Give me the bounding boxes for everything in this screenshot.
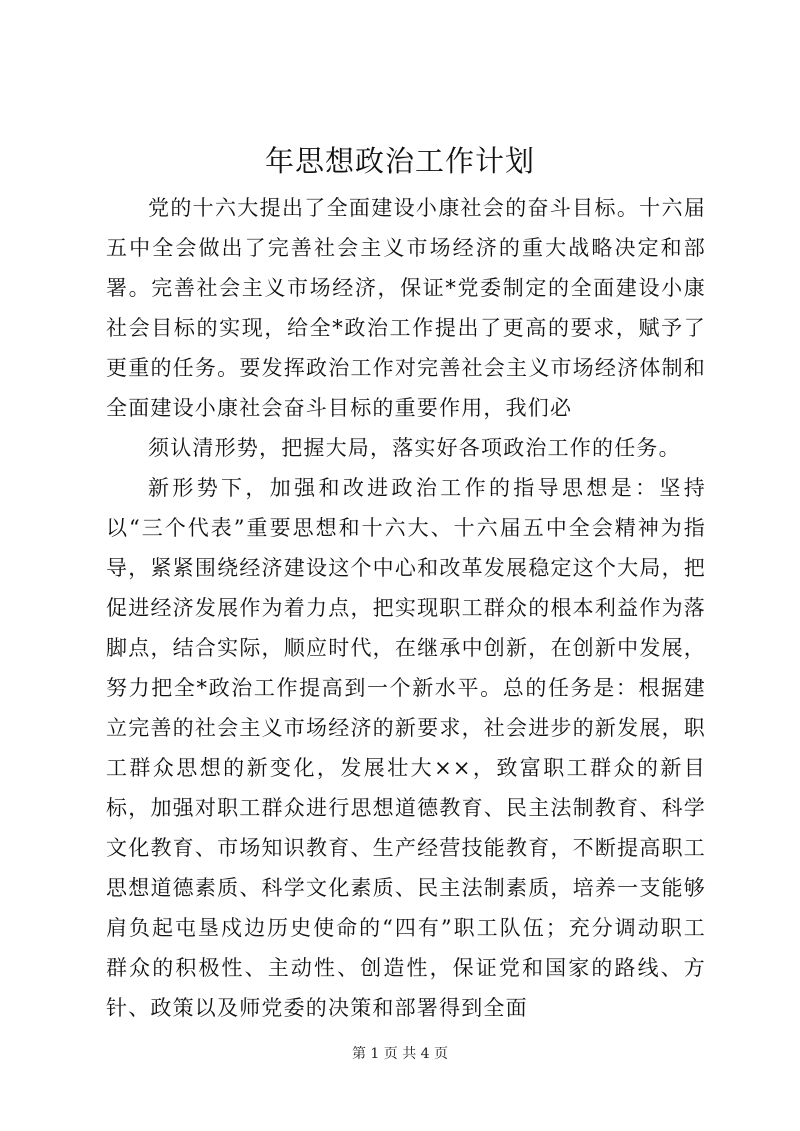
paragraph-2: 须认清形势，把握大局，落实好各项政治工作的任务。 bbox=[148, 436, 681, 460]
document-body bbox=[106, 188, 706, 1028]
paragraph-1: 党的十六大提出了全面建设小康社会的奋斗目标。十六届五中全会做出了完善社会主义市场经济的重大战略决定和部署。完善社会主义市场经济，保证*党委制定的全面建设小康社会目标的实现，给全*政治工作提出了更高的要求，赋予了更重的任务。要发挥政治工作对完善社会主义市场经济体制和全面建设小康社会奋斗目标的重要作用，我们必 bbox=[106, 196, 706, 420]
page-number-footer: 第 1 页 共 4 页 bbox=[351, 1046, 449, 1062]
paragraph-3: 新形势下，加强和改进政治工作的指导思想是：坚持以“三个代表”重要思想和十六大、十六届五中全会精神为指导，紧紧围绕经济建设这个中心和改革发展稳定这个大局，把促进经济发展作为着力点，把实现职工群众的根本利益作为落脚点，结合实际，顺应时代，在继承中创新，在创新中发展，努力把全*政治工作提高到一个新水平。总的任务是：根据建立完善的社会主义市场经济的新要求，社会进步的新发展，职工群众思想的新变化，发展壮大××，致富职工群众的新目标，加强对职工群众进行思想道德教育、民主法制教育、科学文化教育、市场知识教育、生产经营技能教育，不断提高职工思想道德素质、科学文化素质、民主法制素质，培养一支能够肩负起屯垦戍边历史使命的“四有”职工队伍；充分调动职工群众的积极性、主动性、创造性，保证党和国家的路线、方针、政策以及师党委的决策和部署得到全面 bbox=[106, 476, 706, 1020]
document-title: 年思想政治工作计划 bbox=[264, 144, 535, 178]
